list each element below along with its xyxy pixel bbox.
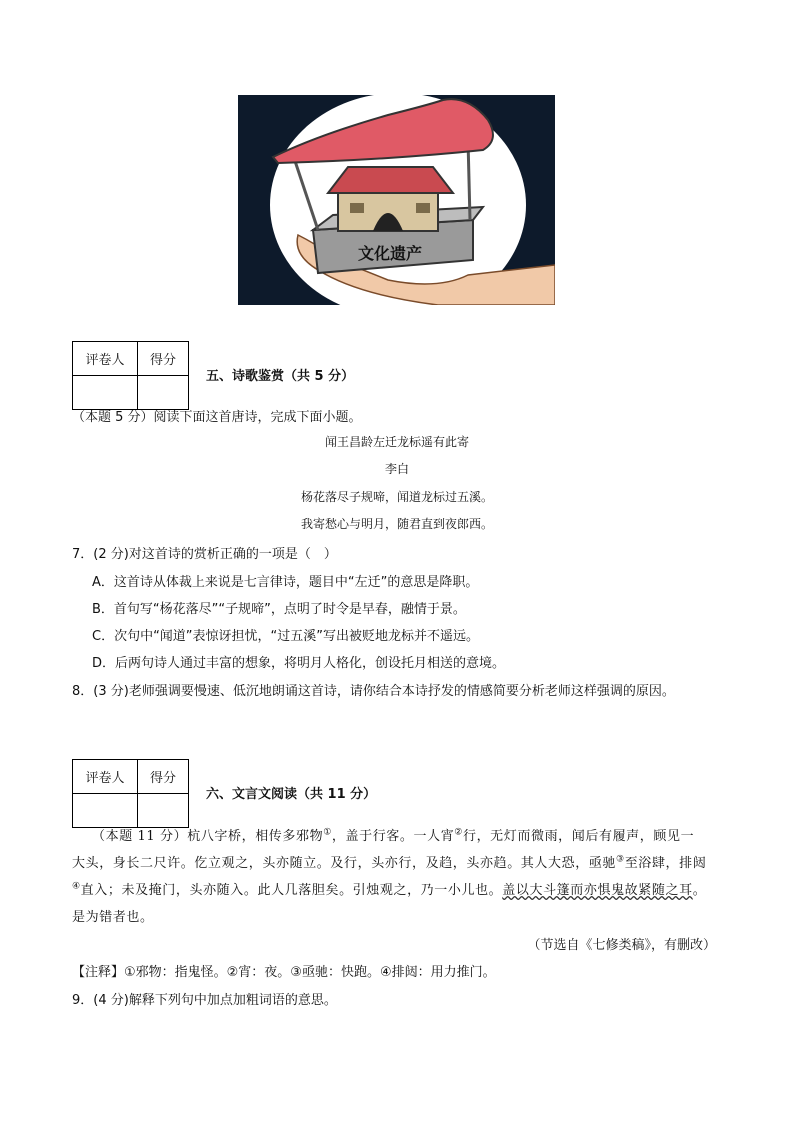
score-label: 得分 bbox=[138, 760, 189, 794]
text-segment: 行，无灯而微雨，闻后有履声，顾见一 bbox=[462, 829, 695, 844]
note-marker: ② bbox=[454, 827, 463, 838]
score-cell[interactable] bbox=[138, 376, 189, 410]
underlined-sentence: 盖以大斗篷而亦惧鬼故紧随之耳 bbox=[502, 883, 693, 898]
score-cell[interactable] bbox=[138, 794, 189, 828]
text-segment: 至浴肆，排闼 bbox=[624, 856, 707, 871]
text-segment: 。 bbox=[692, 883, 707, 898]
score-table-section6 bbox=[72, 759, 189, 828]
grader-cell[interactable] bbox=[73, 794, 138, 828]
note-marker: ③ bbox=[616, 854, 625, 865]
note-marker: ④ bbox=[72, 881, 81, 892]
grader-cell[interactable] bbox=[73, 376, 138, 410]
classical-text-line-3 bbox=[72, 879, 706, 898]
text-segment: ，盖于行客。一人宵 bbox=[331, 829, 455, 844]
poem-line-1: 杨花落尽子规啼，闻道龙标过五溪。 bbox=[300, 490, 493, 504]
score-table-section5 bbox=[72, 341, 189, 410]
illustration-caption: 文化遗产 bbox=[357, 244, 423, 263]
text-segment: （本题 11 分）杭八字桥，相传多邪物 bbox=[92, 829, 324, 844]
source-note: （节选自《七修类稿》，有删改） bbox=[527, 938, 716, 953]
question-8: 8．(3 分)老师强调要慢速、低沉地朗诵这首诗，请你结合本诗抒发的情感简要分析老师这样强调的原因。 bbox=[72, 684, 675, 699]
poem-author: 李白 bbox=[384, 462, 409, 476]
question-7: 7．(2 分)对这首诗的赏析正确的一项是（ ） bbox=[72, 547, 337, 562]
grader-label: 评卷人 bbox=[73, 760, 138, 794]
heritage-illustration bbox=[238, 95, 555, 305]
score-label: 得分 bbox=[138, 342, 189, 376]
q7-option-c[interactable]: C．次句中“闻道”表惊讶担忧，“过五溪”写出被贬地龙标并不遥远。 bbox=[92, 629, 480, 644]
text-segment: 直入；未及掩门，头亦随入。此人几落胆矣。引烛观之，乃一小儿也。 bbox=[80, 883, 503, 898]
poem-line-2: 我寄愁心与明月，随君直到夜郎西。 bbox=[300, 517, 493, 531]
q7-option-b[interactable]: B．首句写“杨花落尽”“子规啼”，点明了时令是早春，融情于景。 bbox=[92, 602, 466, 617]
text-segment: 大头，身长二尺许。仡立观之，头亦随立。及行，头亦行，及趋，头亦趋。其人大恐，亟驰 bbox=[72, 856, 617, 871]
q7-option-d[interactable]: D．后两句诗人通过丰富的想象，将明月人格化，创设托月相送的意境。 bbox=[92, 656, 506, 671]
classical-text-line-4: 是为错者也。 bbox=[72, 910, 154, 925]
section5-intro: （本题 5 分）阅读下面这首唐诗，完成下面小题。 bbox=[72, 410, 362, 425]
section6-title: 六、文言文阅读（共 11 分） bbox=[206, 787, 377, 802]
note-marker: ① bbox=[323, 827, 332, 838]
classical-text-line-1 bbox=[92, 825, 694, 844]
question-9: 9．(4 分)解释下列句中加点加粗词语的意思。 bbox=[72, 993, 337, 1008]
q7-option-a[interactable]: A．这首诗从体裁上来说是七言律诗，题目中“左迁”的意思是降职。 bbox=[92, 575, 479, 590]
grader-label: 评卷人 bbox=[73, 342, 138, 376]
classical-text-line-2 bbox=[72, 852, 706, 871]
poem-title: 闻王昌龄左迁龙标遥有此寄 bbox=[324, 435, 469, 449]
annotations: 【注释】①邪物：指鬼怪。②宵：夜。③亟驰：快跑。④排闼：用力推门。 bbox=[72, 965, 496, 980]
section5-title: 五、诗歌鉴赏（共 5 分） bbox=[206, 369, 355, 384]
